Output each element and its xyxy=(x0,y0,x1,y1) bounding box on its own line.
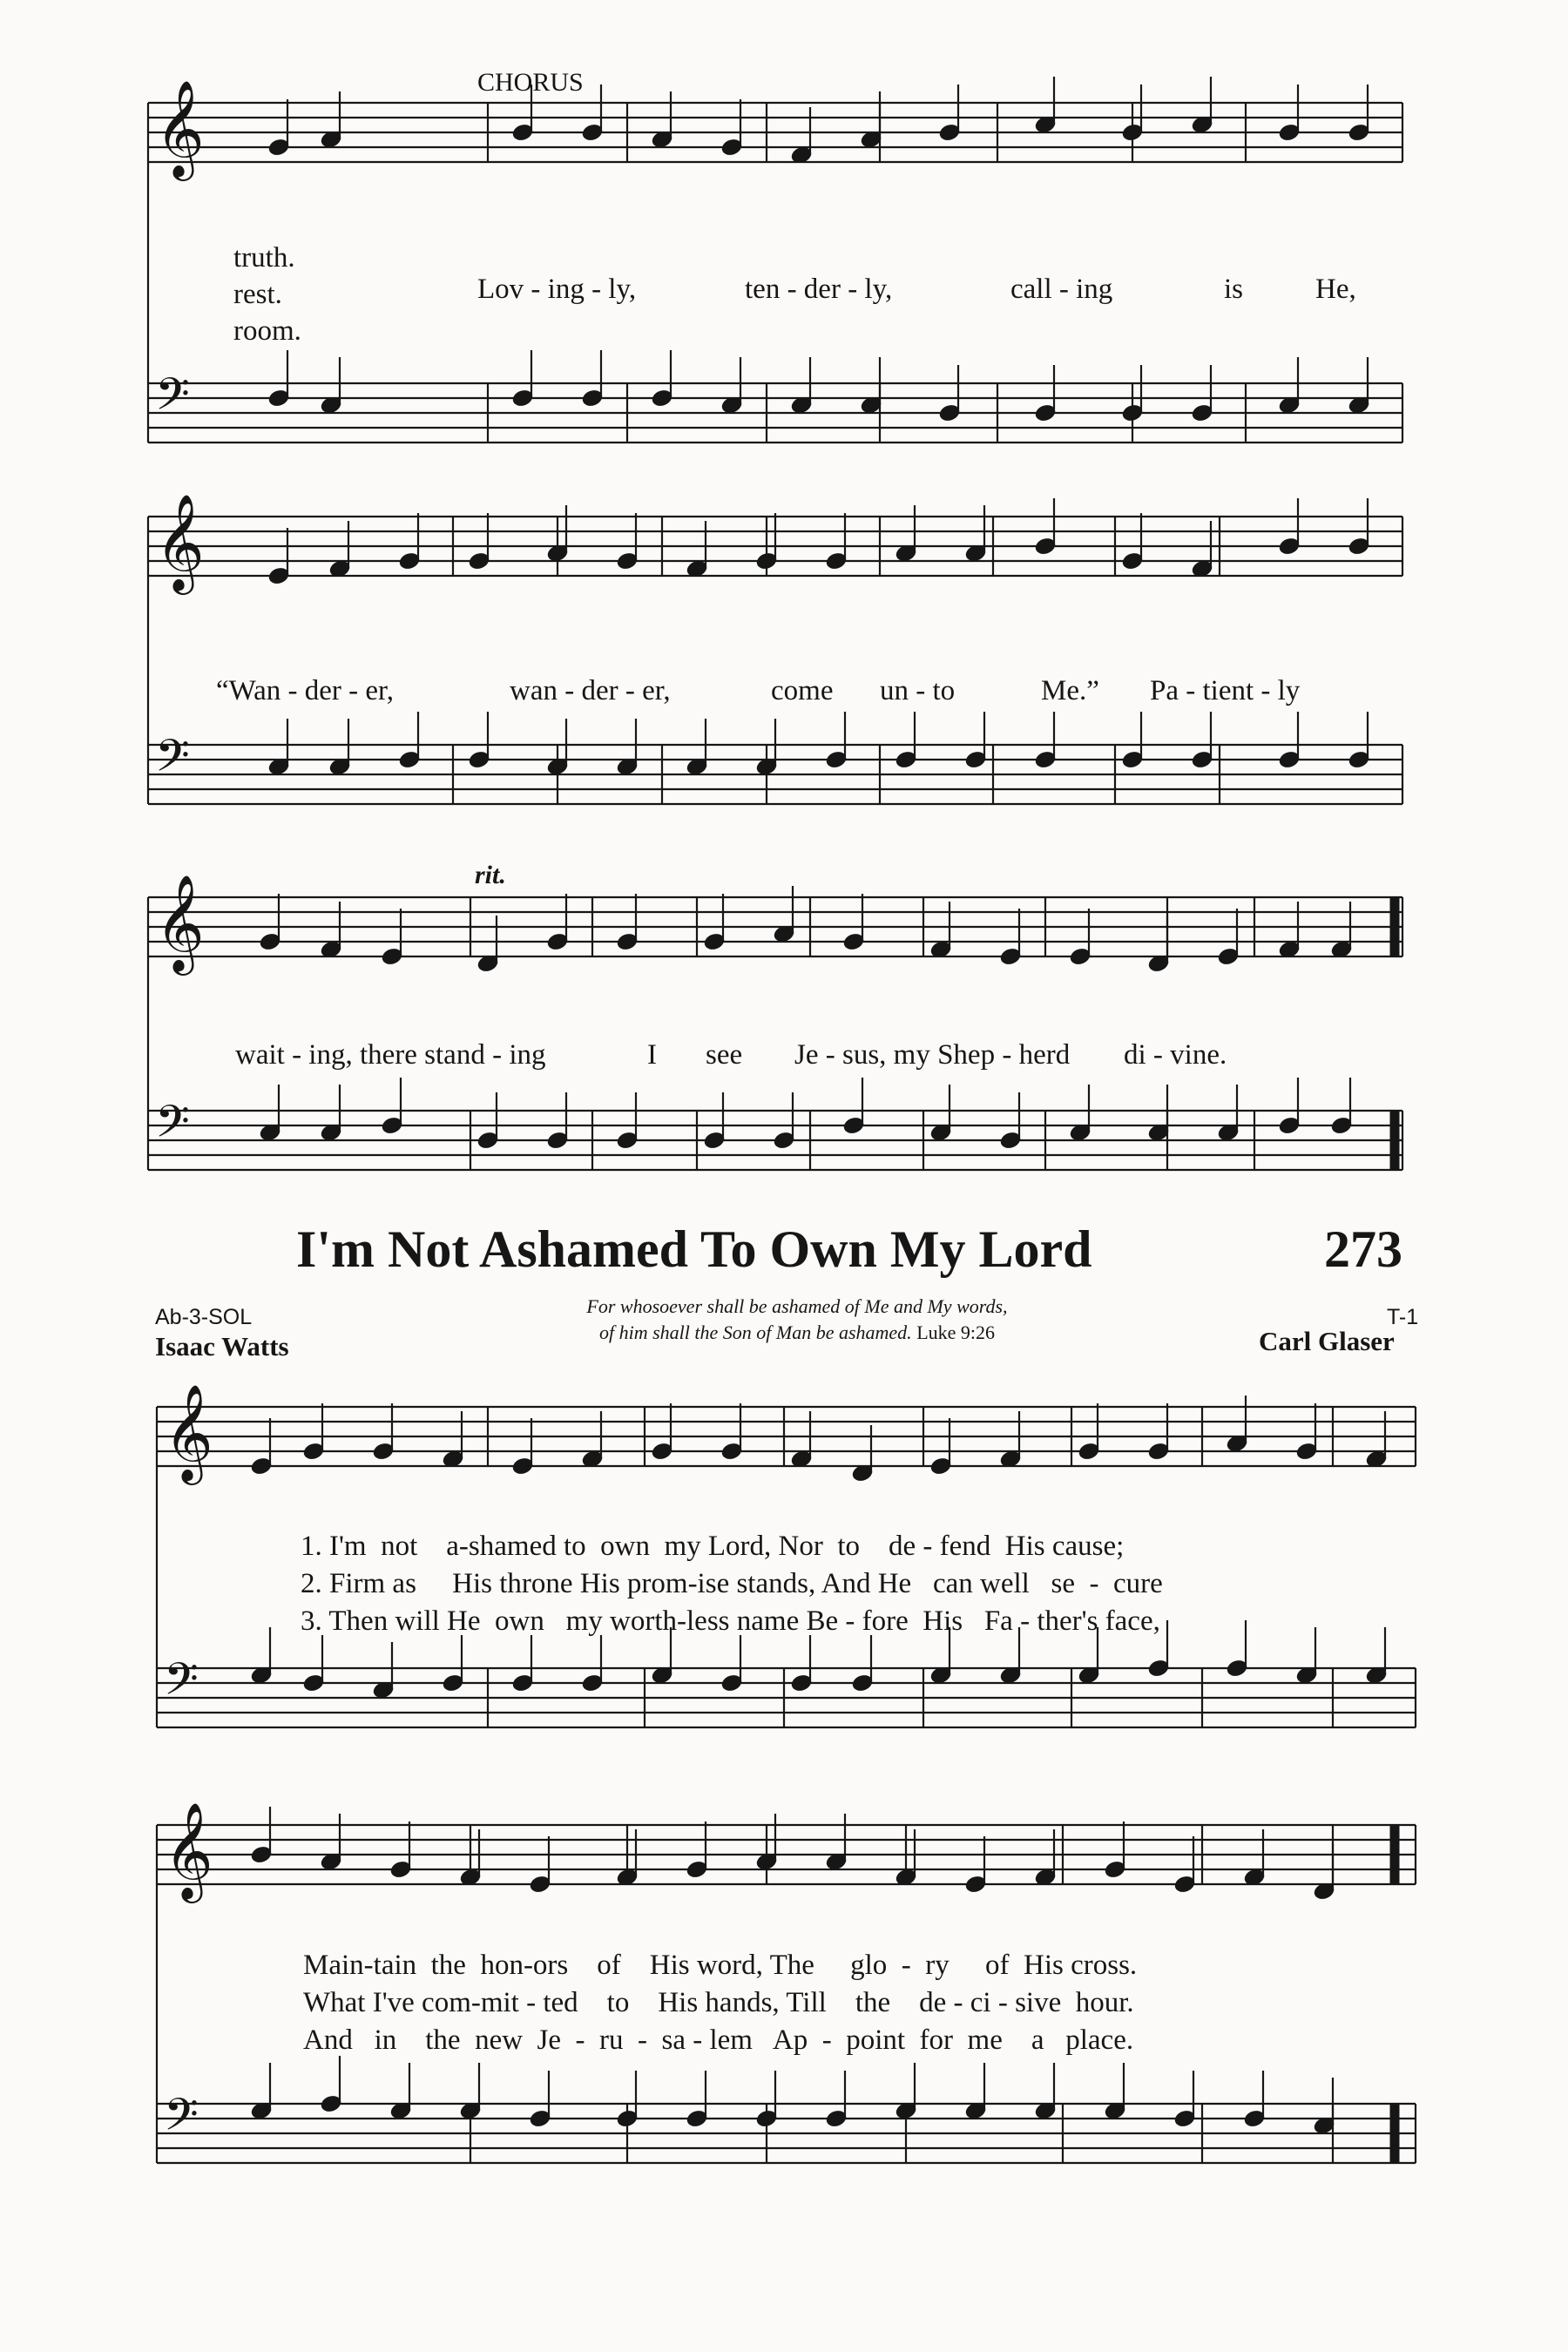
ritardando-marking: rit. xyxy=(475,861,506,889)
end-word-verse1: truth. xyxy=(233,242,295,274)
verse-3-line-1: 3. Then will He own my worth-less name Be - fore His Fa - ther's face, xyxy=(301,1605,1160,1637)
scripture-text: of him shall the Son of Man be ashamed. xyxy=(598,1321,912,1343)
chorus-lyric-7: wan - der - er, xyxy=(510,675,671,706)
svg-text:𝄢: 𝄢 xyxy=(164,1652,199,1716)
chorus-lyric-15: Je - sus, my Shep - herd xyxy=(794,1039,1071,1071)
chorus-label: CHORUS xyxy=(477,68,584,97)
verse-2-line-1: 2. Firm as His throne His prom-ise stands, And He can well se - cure xyxy=(301,1568,1163,1599)
svg-text:𝄢: 𝄢 xyxy=(155,1095,190,1159)
hymn-number: 273 xyxy=(1324,1220,1402,1278)
chorus-lyric-12: wait - ing, there stand - ing xyxy=(235,1039,546,1071)
chorus-lyric-11: Pa - tient - ly xyxy=(1150,675,1301,706)
verse-1-line-2: Main-tain the hon-ors of His word, The glo - ry of His cross. xyxy=(303,1950,1138,1981)
tune-code: T-1 xyxy=(1387,1305,1419,1329)
verse-2-line-2: What I've com-mit - ted to His hands, Till the de - ci - sive hour. xyxy=(303,1987,1134,2018)
svg-text:𝄞: 𝄞 xyxy=(155,874,205,971)
svg-text:𝄞: 𝄞 xyxy=(155,79,205,177)
key-signature-label: Ab-3-SOL xyxy=(155,1305,253,1329)
svg-text:𝄞: 𝄞 xyxy=(155,493,205,591)
composer-name: Carl Glaser xyxy=(1259,1326,1395,1356)
svg-text:𝄢: 𝄢 xyxy=(155,729,190,793)
svg-text:𝄞: 𝄞 xyxy=(164,1801,213,1899)
chorus-lyric-6: “Wan - der - er, xyxy=(216,675,394,706)
chorus-lyric-4: is xyxy=(1224,274,1244,305)
svg-text:𝄞: 𝄞 xyxy=(164,1383,213,1481)
scripture-line-1: For whosoever shall be ashamed of Me and My words, xyxy=(586,1295,1008,1317)
chorus-lyric-3: call - ing xyxy=(1010,274,1113,305)
end-word-verse3: room. xyxy=(233,315,301,347)
hymn-title: I'm Not Ashamed To Own My Lord xyxy=(296,1220,1092,1278)
chorus-lyric-13: I xyxy=(647,1039,657,1071)
author-name: Isaac Watts xyxy=(155,1331,289,1362)
chorus-staff-3-treble xyxy=(148,874,1402,976)
scripture-reference: Luke 9:26 xyxy=(916,1321,996,1343)
chorus-staff-1-treble xyxy=(148,79,1402,181)
verse-3-line-2: And in the new Je - ru - sa - lem Ap - point for me a place. xyxy=(303,2024,1134,2056)
end-word-verse2: rest. xyxy=(233,279,282,310)
svg-text:𝄢: 𝄢 xyxy=(164,2088,199,2152)
chorus-lyric-14: see xyxy=(706,1039,743,1071)
chorus-lyric-2: ten - der - ly, xyxy=(745,274,893,305)
chorus-lyric-10: Me.” xyxy=(1041,675,1099,706)
hymn-staff-2-bass xyxy=(157,2088,1416,2163)
verse-1-line-1: 1. I'm not a-shamed to own my Lord, Nor to de - fend His cause; xyxy=(301,1531,1125,1562)
hymn-staff-1-bass xyxy=(157,1652,1416,1727)
hymn-staff-1-treble xyxy=(157,1383,1416,1485)
chorus-lyric-8: come xyxy=(771,675,834,706)
chorus-lyric-5: He, xyxy=(1315,274,1356,305)
chorus-lyric-16: di - vine. xyxy=(1124,1039,1227,1071)
scripture-line-2 xyxy=(488,1321,1106,1344)
hymn-staff-2-treble xyxy=(157,1801,1416,1903)
chorus-lyric-1: Lov - ing - ly, xyxy=(477,274,637,305)
chorus-lyric-9: un - to xyxy=(880,675,956,706)
svg-text:𝄢: 𝄢 xyxy=(155,368,190,431)
